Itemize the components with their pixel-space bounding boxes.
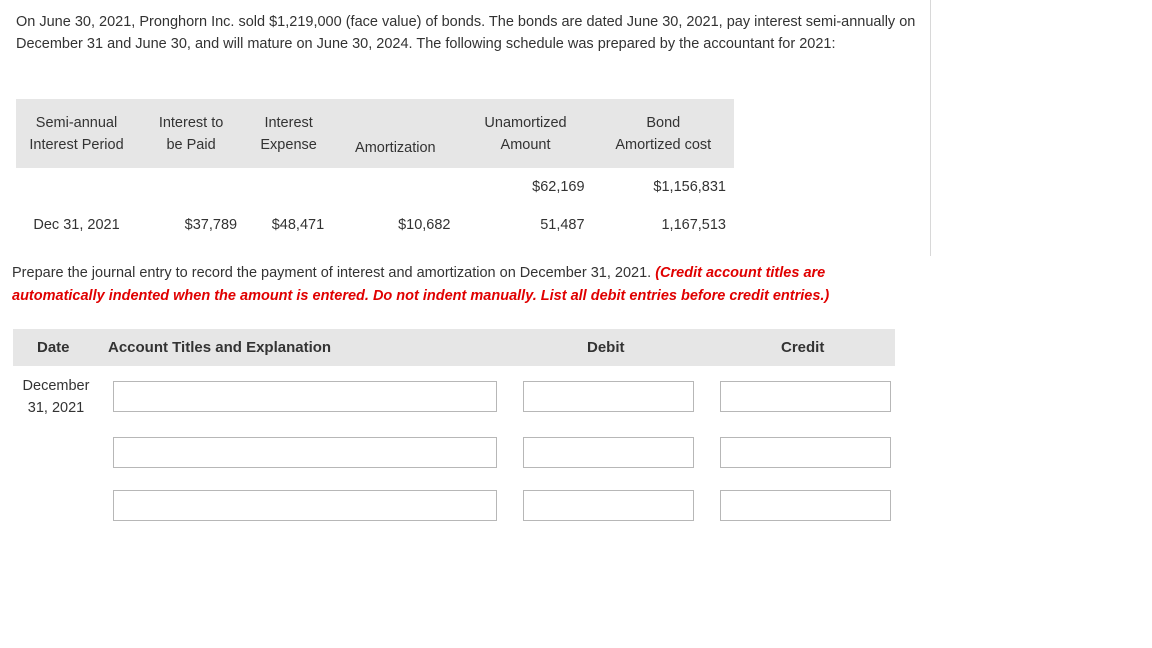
account-title-input-1[interactable] — [113, 381, 497, 412]
schedule-row — [16, 206, 734, 244]
cell-interest-expense: $48,471 — [271, 217, 325, 233]
header-date: Date — [37, 339, 70, 356]
cell-period — [16, 168, 137, 206]
cell-bond-cost: 1,167,513 — [661, 217, 726, 233]
problem-intro-text: On June 30, 2021, Pronghorn Inc. sold $1,219,000 (face value) of bonds. The bonds are dated June 30, 2021, pay interest semi-annually on December 31 and June 30, and will mature on June 30, 2024. The following schedule was prepared by the accountant for 2021: — [16, 14, 916, 52]
cell-unamortized: $62,169 — [532, 179, 585, 195]
amortization-schedule-table — [16, 99, 734, 244]
credit-input-1[interactable] — [720, 381, 891, 412]
schedule-header-row — [16, 99, 734, 168]
header-unamortized: Unamortized Amount — [459, 99, 593, 168]
header-bond-cost: Bond Amortized cost — [593, 99, 734, 168]
debit-input-1[interactable] — [523, 381, 694, 412]
journal-instructions — [12, 262, 912, 308]
account-title-input-2[interactable] — [113, 437, 497, 468]
instruction-text: Prepare the journal entry to record the payment of interest and amortization on December 31, 2021. — [12, 265, 656, 281]
cell-period: Dec 31, 2021 — [33, 217, 120, 233]
instruction-note: (Credit account titles are automatically indented when the amount is entered. Do not indent manually. List all debit entries before credit entries.) — [12, 265, 830, 304]
cell-interest-expense — [245, 168, 332, 206]
header-debit: Debit — [587, 339, 625, 356]
credit-input-3[interactable] — [720, 490, 891, 521]
entry-date: December 31, 2021 — [22, 378, 90, 416]
cell-unamortized: 51,487 — [540, 217, 585, 233]
header-interest-paid: Interest to be Paid — [137, 99, 245, 168]
cell-amortization: $10,682 — [398, 217, 451, 233]
credit-input-2[interactable] — [720, 437, 891, 468]
problem-section — [0, 0, 931, 256]
journal-header-row — [13, 329, 895, 366]
cell-amortization — [332, 168, 458, 206]
account-title-input-3[interactable] — [113, 490, 497, 521]
debit-input-3[interactable] — [523, 490, 694, 521]
debit-input-2[interactable] — [523, 437, 694, 468]
header-account-titles: Account Titles and Explanation — [108, 339, 332, 356]
cell-interest-paid: $37,789 — [184, 217, 238, 233]
header-period: Semi-annual Interest Period — [16, 99, 137, 168]
cell-interest-paid — [137, 168, 245, 206]
schedule-row — [16, 168, 734, 206]
header-interest-expense: Interest Expense — [245, 99, 332, 168]
header-credit: Credit — [781, 339, 825, 356]
header-amortization: Amortization — [332, 99, 458, 168]
cell-bond-cost: $1,156,831 — [653, 179, 726, 195]
